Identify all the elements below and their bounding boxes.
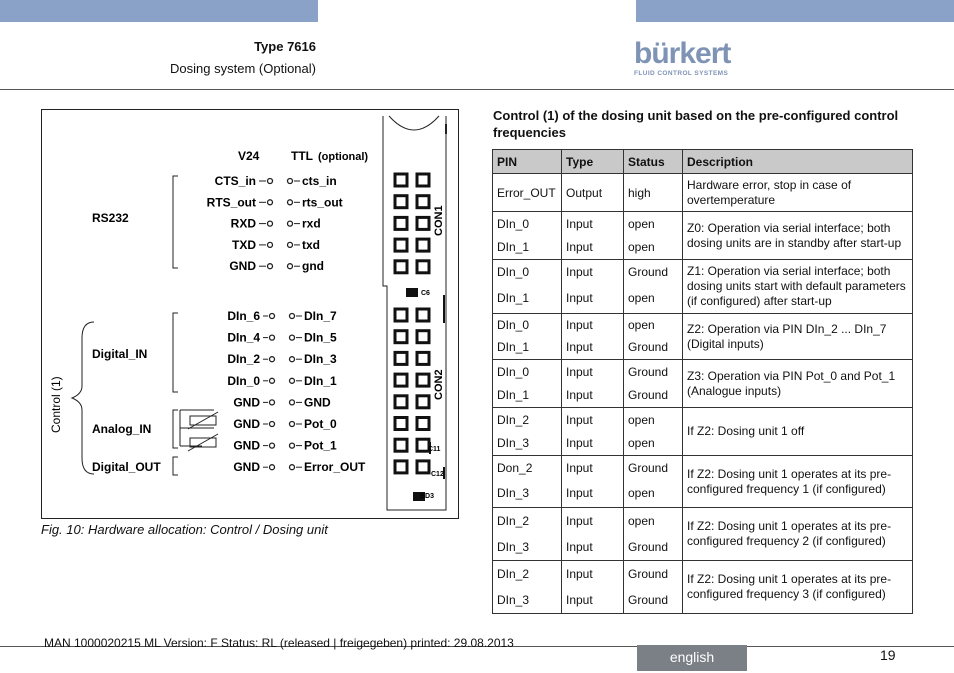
digital-out-bracket xyxy=(173,457,178,475)
cell-type: Input xyxy=(562,480,624,508)
cell-description: Hardware error, stop in case of overtemperature xyxy=(683,174,913,212)
signal-left-label: DIn_6 xyxy=(227,309,260,323)
label-v24: V24 xyxy=(238,149,260,163)
cell-type: Output xyxy=(562,174,624,212)
digital-in-bracket xyxy=(173,313,178,392)
connector-pin xyxy=(395,396,407,408)
connector-pin xyxy=(417,196,429,208)
signal-right-label: txd xyxy=(302,237,320,252)
cell-description: If Z2: Dosing unit 1 operates at its pre-configured frequency 3 (if configured) xyxy=(683,561,913,614)
io-signal-rows xyxy=(227,309,366,474)
table-row xyxy=(493,456,913,480)
connector-pin xyxy=(417,174,429,186)
signal-right-label: DIn_3 xyxy=(304,352,337,367)
table-row xyxy=(493,174,913,212)
connector-pin xyxy=(417,461,429,473)
label-con2: CON2 xyxy=(433,369,445,400)
terminal-right xyxy=(290,400,295,405)
terminal-left xyxy=(270,422,275,427)
terminal-left xyxy=(270,465,275,470)
cell-status: open xyxy=(624,432,683,456)
cell-type: Input xyxy=(562,336,624,360)
con1-pin-header xyxy=(395,174,429,273)
connector-pin xyxy=(417,374,429,386)
connector-pin xyxy=(395,309,407,321)
cell-status: Ground xyxy=(624,260,683,284)
table-row xyxy=(493,408,913,432)
signal-right-label: cts_in xyxy=(302,174,337,188)
connector-pin xyxy=(417,309,429,321)
cell-pin: DIn_1 xyxy=(493,284,562,314)
label-c11: C11 xyxy=(428,446,441,453)
component-c6 xyxy=(406,288,418,297)
table-row xyxy=(493,360,913,384)
label-c12: C12 xyxy=(431,471,444,478)
terminal-right xyxy=(290,443,295,448)
connector-pin xyxy=(395,352,407,364)
potentiometer-1-arrow xyxy=(188,434,218,451)
cell-pin: DIn_1 xyxy=(493,336,562,360)
cell-status: open xyxy=(624,508,683,534)
page-number: 19 xyxy=(880,647,896,663)
signal-right-label: DIn_1 xyxy=(304,373,337,388)
cell-description: Z2: Operation via PIN DIn_2 ... DIn_7 (Digital inputs) xyxy=(683,314,913,360)
pin-table-header xyxy=(493,150,913,174)
terminal-right xyxy=(290,465,295,470)
cell-pin: DIn_0 xyxy=(493,314,562,336)
terminal-right xyxy=(290,335,295,340)
connector-pin xyxy=(395,174,407,186)
terminal-left xyxy=(268,242,273,247)
cell-pin: Don_2 xyxy=(493,456,562,480)
label-optional: (optional) xyxy=(318,151,369,163)
cell-status: Ground xyxy=(624,561,683,587)
label-c6: C6 xyxy=(421,290,430,297)
cell-pin: DIn_2 xyxy=(493,561,562,587)
top-accent-bar-left xyxy=(0,0,318,22)
doc-type-title: Type 7616 xyxy=(254,39,316,54)
cell-pin: DIn_1 xyxy=(493,384,562,408)
cell-type: Input xyxy=(562,534,624,561)
col-pin: PIN xyxy=(493,150,562,174)
cell-description: Z1: Operation via serial interface; both dosing units start with default parameters (if configured) after start-up xyxy=(683,260,913,314)
cell-pin: DIn_2 xyxy=(493,508,562,534)
cell-pin: DIn_3 xyxy=(493,480,562,508)
signal-right-label: GND xyxy=(304,395,331,410)
terminal-left xyxy=(268,264,273,269)
signal-left-label: RXD xyxy=(230,216,256,231)
cell-status: high xyxy=(624,174,683,212)
label-control: Control (1) xyxy=(49,376,63,433)
connector-pin xyxy=(395,461,407,473)
cell-pin: DIn_3 xyxy=(493,587,562,614)
logo-wordmark: bürkert xyxy=(634,37,731,70)
terminal-right xyxy=(290,314,295,319)
cell-pin: DIn_0 xyxy=(493,260,562,284)
connector-pin xyxy=(395,418,407,430)
analog-in-bracket xyxy=(173,410,178,448)
connector-pin xyxy=(395,439,407,451)
cell-status: Ground xyxy=(624,587,683,614)
terminal-left xyxy=(270,335,275,340)
signal-right-label: DIn_5 xyxy=(304,330,337,345)
table-row xyxy=(493,260,913,284)
signal-left-label: GND xyxy=(229,259,256,274)
cell-status: Ground xyxy=(624,360,683,384)
terminal-right xyxy=(290,357,295,362)
label-analog-in: Analog_IN xyxy=(92,422,152,436)
col-description: Description xyxy=(683,150,913,174)
terminal-left xyxy=(270,400,275,405)
figure-caption: Fig. 10: Hardware allocation: Control / Dosing unit xyxy=(41,522,328,537)
cell-pin: DIn_1 xyxy=(493,236,562,260)
label-con1: CON1 xyxy=(433,205,445,236)
connector-pin xyxy=(417,396,429,408)
label-ttl: TTL xyxy=(291,149,313,163)
terminal-left xyxy=(270,443,275,448)
cell-type: Input xyxy=(562,508,624,534)
top-accent-bar-right xyxy=(636,0,954,22)
terminal-right xyxy=(288,179,293,184)
cell-status: open xyxy=(624,408,683,432)
cell-type: Input xyxy=(562,284,624,314)
cell-status: open xyxy=(624,236,683,260)
terminal-right xyxy=(290,422,295,427)
connector-pin xyxy=(417,217,429,229)
cell-pin: DIn_3 xyxy=(493,432,562,456)
signal-right-label: DIn_7 xyxy=(304,309,337,323)
cell-type: Input xyxy=(562,260,624,284)
cell-type: Input xyxy=(562,587,624,614)
cell-pin: DIn_0 xyxy=(493,212,562,236)
cell-type: Input xyxy=(562,456,624,480)
cell-type: Input xyxy=(562,236,624,260)
signal-right-label: gnd xyxy=(302,259,324,274)
cell-status: open xyxy=(624,480,683,508)
cell-type: Input xyxy=(562,384,624,408)
cell-status: Ground xyxy=(624,336,683,360)
signal-left-label: DIn_2 xyxy=(227,352,260,367)
cell-type: Input xyxy=(562,561,624,587)
cell-description: If Z2: Dosing unit 1 operates at its pre-configured frequency 2 (if configured) xyxy=(683,508,913,561)
cell-type: Input xyxy=(562,212,624,236)
burkert-logo xyxy=(634,37,734,77)
cell-status: Ground xyxy=(624,534,683,561)
connector-pin xyxy=(417,239,429,251)
potentiometer-0-arrow xyxy=(188,412,218,429)
table-row xyxy=(493,561,913,587)
cell-pin: DIn_0 xyxy=(493,360,562,384)
label-digital-in: Digital_IN xyxy=(92,347,148,361)
table-row xyxy=(493,508,913,534)
terminal-left xyxy=(270,378,275,383)
figure-frame xyxy=(41,109,459,519)
col-status: Status xyxy=(624,150,683,174)
control-brace xyxy=(72,322,94,474)
terminal-left xyxy=(268,179,273,184)
terminal-right xyxy=(290,378,295,383)
doc-subtitle: Dosing system (Optional) xyxy=(170,61,316,76)
header-rule xyxy=(0,89,954,90)
signal-left-label: DIn_0 xyxy=(227,373,260,388)
cell-status: Ground xyxy=(624,384,683,408)
terminal-left xyxy=(270,357,275,362)
connector-pin xyxy=(395,217,407,229)
signal-left-label: TXD xyxy=(232,237,256,252)
hardware-allocation-diagram xyxy=(42,110,458,518)
terminal-left xyxy=(268,221,273,226)
connector-pin xyxy=(395,196,407,208)
cell-type: Input xyxy=(562,432,624,456)
signal-right-label: Pot_1 xyxy=(304,438,337,453)
connector-pin xyxy=(395,239,407,251)
cell-description: If Z2: Dosing unit 1 operates at its pre-configured frequency 1 (if configured) xyxy=(683,456,913,508)
cell-status: Ground xyxy=(624,456,683,480)
cell-type: Input xyxy=(562,408,624,432)
col-type: Type xyxy=(562,150,624,174)
connector-pin xyxy=(395,331,407,343)
label-rs232: RS232 xyxy=(92,211,129,225)
connector-pin xyxy=(417,418,429,430)
cell-description: Z0: Operation via serial interface; both dosing units are in standby after start-up xyxy=(683,212,913,260)
connector-pin xyxy=(417,331,429,343)
terminal-left xyxy=(268,200,273,205)
section-title: Control (1) of the dosing unit based on the pre-configured control frequencies xyxy=(493,108,899,140)
table-row xyxy=(493,212,913,236)
pot-wiring xyxy=(180,410,214,446)
cell-pin: DIn_2 xyxy=(493,408,562,432)
signal-left-label: CTS_in xyxy=(214,174,256,188)
signal-left-label: GND xyxy=(233,460,260,475)
terminal-right xyxy=(288,242,293,247)
signal-right-label: rxd xyxy=(302,216,321,231)
cell-pin: DIn_3 xyxy=(493,534,562,561)
rs232-signal-rows xyxy=(207,174,343,273)
logo-tagline: FLUID CONTROL SYSTEMS xyxy=(634,70,729,77)
signal-right-label: Pot_0 xyxy=(304,417,337,431)
cell-status: open xyxy=(624,314,683,336)
signal-right-label: rts_out xyxy=(302,195,343,210)
connector-pin xyxy=(417,352,429,364)
terminal-left xyxy=(270,314,275,319)
label-digital-out: Digital_OUT xyxy=(92,460,161,474)
terminal-right xyxy=(288,200,293,205)
cell-description: Z3: Operation via PIN Pot_0 and Pot_1 (Analogue inputs) xyxy=(683,360,913,408)
cell-status: open xyxy=(624,284,683,314)
pin-table xyxy=(492,149,913,614)
cell-type: Input xyxy=(562,360,624,384)
con2-pin-header xyxy=(395,309,429,473)
cell-description: If Z2: Dosing unit 1 off xyxy=(683,408,913,456)
label-bd3: BD3 xyxy=(420,493,435,500)
connector-pin xyxy=(395,261,407,273)
connector-pin xyxy=(395,374,407,386)
cell-status: open xyxy=(624,212,683,236)
cell-pin: Error_OUT xyxy=(493,174,562,212)
cell-type: Input xyxy=(562,314,624,336)
footer-document-meta: MAN 1000020215 ML Version: F Status: RL (released | freigegeben) printed: 29.08.2013 xyxy=(44,636,514,650)
signal-left-label: GND xyxy=(233,417,260,431)
terminal-right xyxy=(288,221,293,226)
rs232-bracket xyxy=(173,176,178,268)
table-row xyxy=(493,314,913,336)
language-badge: english xyxy=(637,645,747,671)
connector-pin xyxy=(417,261,429,273)
signal-right-label: Error_OUT xyxy=(304,460,366,475)
terminal-right xyxy=(288,264,293,269)
signal-left-label: RTS_out xyxy=(206,195,256,210)
signal-left-label: DIn_4 xyxy=(227,330,260,345)
signal-left-label: GND xyxy=(233,438,260,453)
signal-left-label: GND xyxy=(233,395,260,410)
